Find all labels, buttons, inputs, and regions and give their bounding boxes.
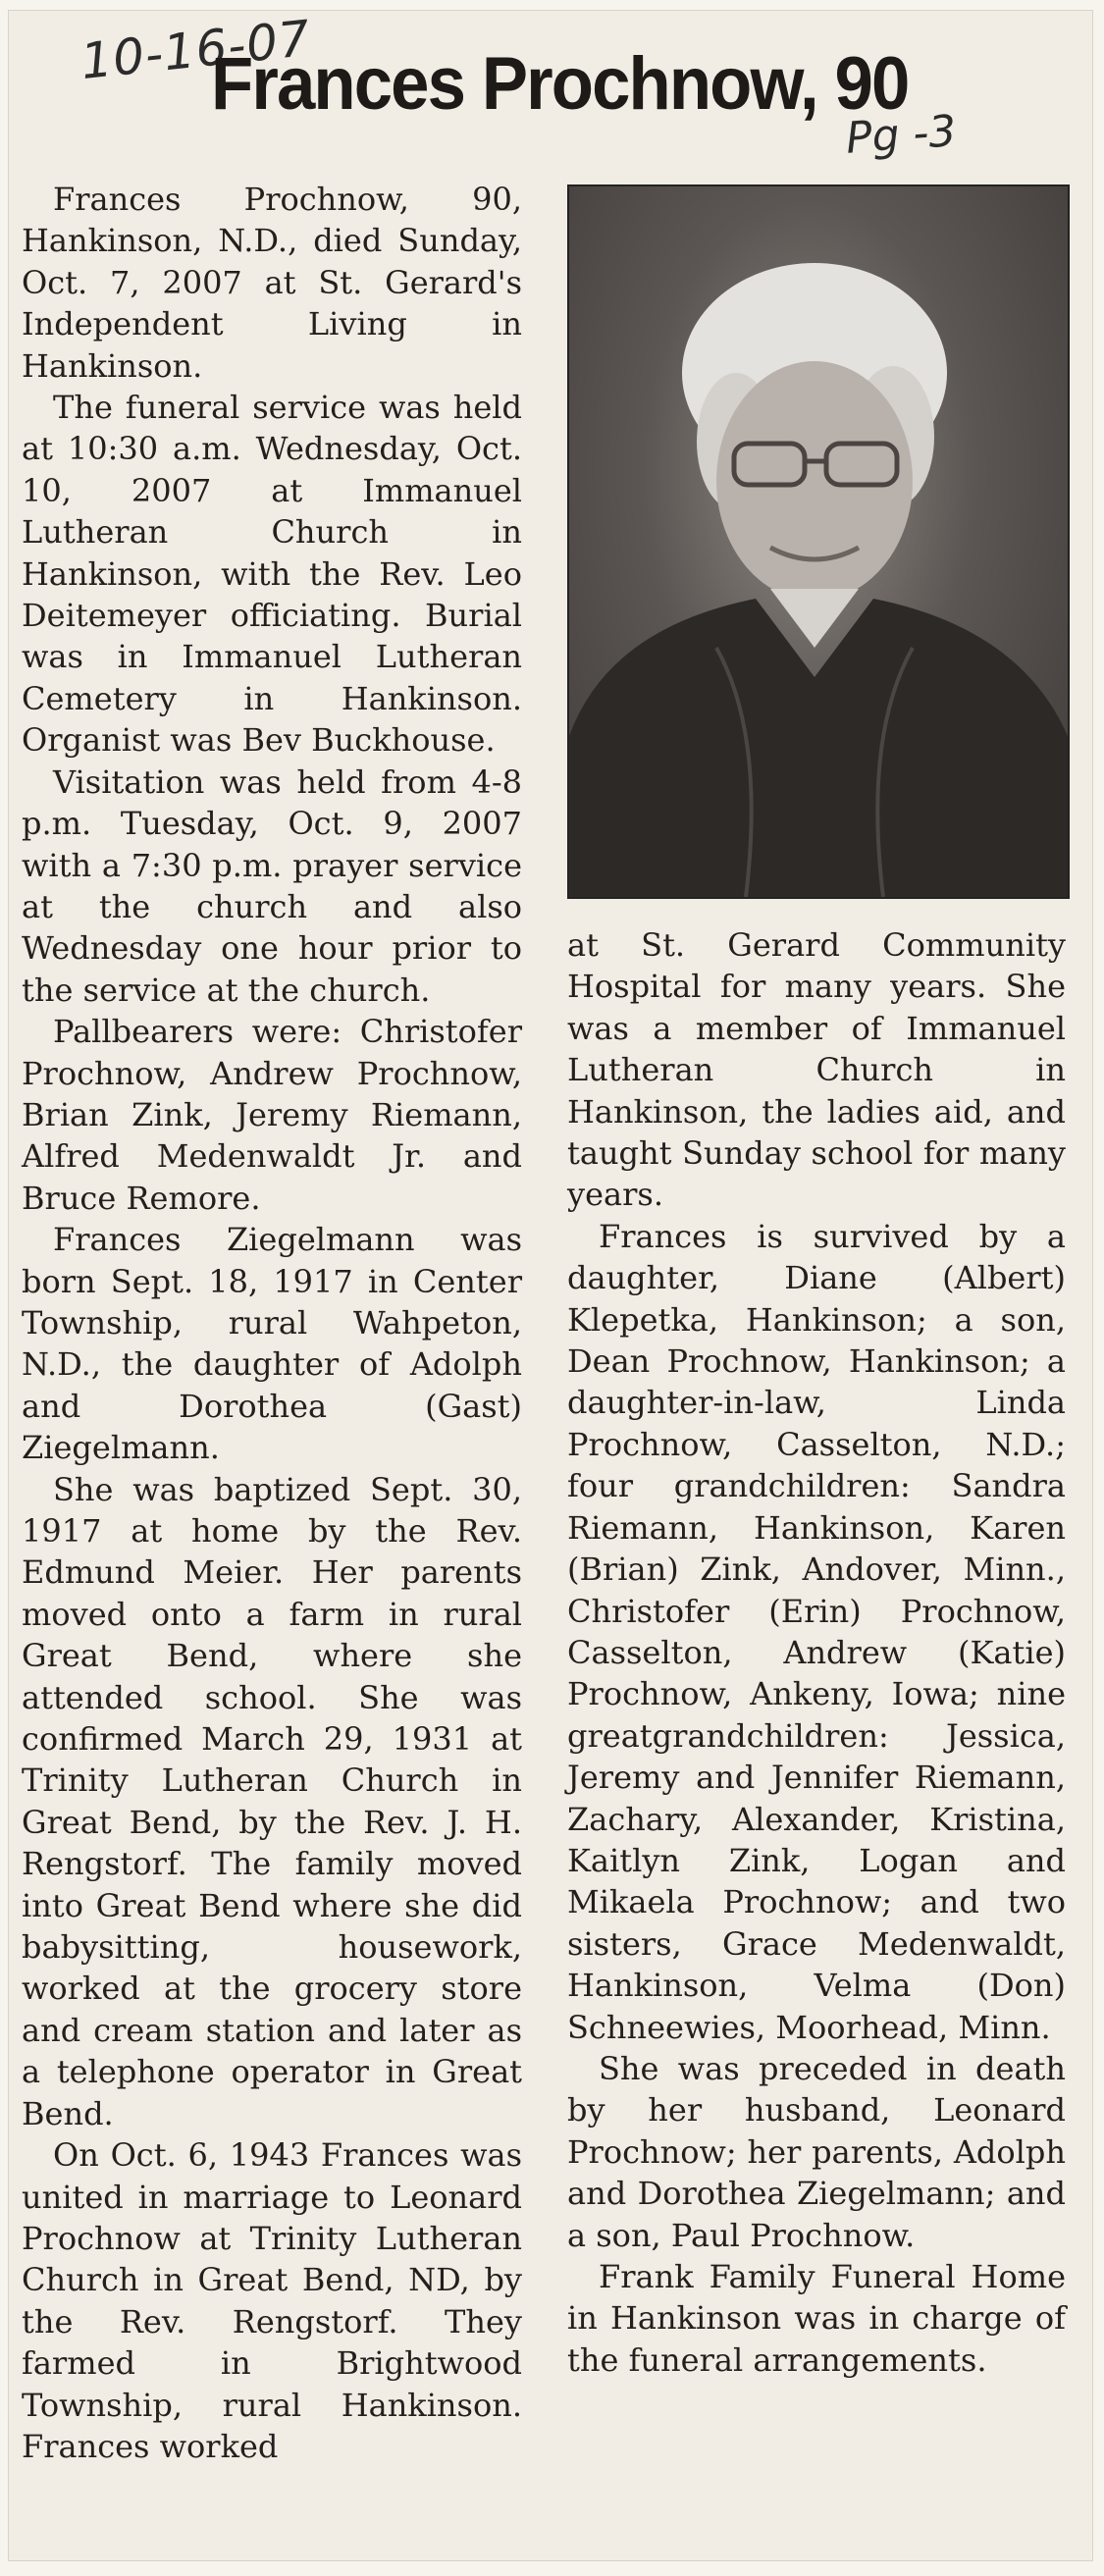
paragraph-visitation: Visitation was held from 4-8 p.m. Tuesday, Oct. 9, 2007 with a 7:30 p.m. prayer service at the church and also Wednesday one hour prior to the service at the church.	[22, 762, 522, 1009]
paragraph-funeral-service: The funeral service was held at 10:30 a.m. Wednesday, Oct. 10, 2007 at Immanuel Lutheran Church in Hankinson, with the Rev. Leo Deitemeyer officiating. Burial was in Immanuel Lutheran Cemetery in Hankinson. Organist was Bev Buckhouse.	[22, 389, 522, 760]
obituary-headline: Frances Prochnow, 90	[211, 42, 909, 126]
handwritten-page-note: Pg -3	[844, 106, 958, 164]
paragraph-career: at St. Gerard Community Hospital for many years. She was a member of Immanuel Lutheran Church in Hankinson, the ladies aid, and taught Sunday school for many years.	[567, 926, 1066, 1214]
paragraph-pallbearers: Pallbearers were: Christofer Prochnow, Andrew Prochnow, Brian Zink, Jeremy Riemann, Alfred Medenwaldt Jr. and Bruce Remore.	[22, 1013, 522, 1217]
paragraph-marriage: On Oct. 6, 1943 Frances was united in marriage to Leonard Prochnow at Trinity Lutheran Church in Great Bend, ND, by the Rev. Rengstorf. They farmed in Brightwood Township, rural Hankinson. Frances worked	[22, 2136, 522, 2465]
paragraph-preceded: She was preceded in death by her husband, Leonard Prochnow; her parents, Adolph and Dorothea Ziegelmann; and a son, Paul Prochnow.	[567, 2049, 1066, 2254]
paragraph-death-notice: Frances Prochnow, 90, Hankinson, N.D., died Sunday, Oct. 7, 2007 at St. Gerard's Independent Living in Hankinson.	[22, 181, 522, 385]
paragraph-arrangements: Frank Family Funeral Home in Hankinson was in charge of the funeral arrangements.	[567, 2258, 1066, 2379]
handwritten-date-note: 10-16-07	[78, 9, 314, 91]
left-text-column	[22, 179, 522, 2467]
paragraph-survivors: Frances is survived by a daughter, Diane (Albert) Klepetka, Hankinson; a son, Dean Prochnow, Hankinson; a daughter-in-law, Linda Prochnow, Casselton, N.D.; four grandchildren: Sandra Riemann, Hankinson, Karen (Brian) Zink, Andover, Minn., Christofer (Erin) Prochnow, Casselton, Andrew (Katie) Prochnow, Ankeny, Iowa; nine greatgrandchildren: Jessica, Jeremy and Jennifer Riemann, Zachary, Alexander, Kristina, Kaitlyn Zink, Logan and Mikaela Prochnow; and two sisters, Grace Medenwaldt, Hankinson, Velma (Don) Schneewies, Moorhead, Minn.	[567, 1217, 1066, 2046]
portrait-photo	[567, 184, 1070, 899]
paragraph-birth: Frances Ziegelmann was born Sept. 18, 1917 in Center Township, rural Wahpeton, N.D., the daughter of Adolph and Dorothea (Gast) Ziegelmann.	[22, 1221, 522, 1467]
paragraph-early-life: She was baptized Sept. 30, 1917 at home by the Rev. Edmund Meier. Her parents moved onto a farm in rural Great Bend, where she attended school. She was confirmed March 29, 1931 at Trinity Lutheran Church in Great Bend, by the Rev. J. H. Rengstorf. The family moved into Great Bend where she did babysitting, housework, worked at the grocery store and cream station and later as a telephone operator in Great Bend.	[22, 1470, 522, 2132]
right-text-column	[567, 924, 1066, 2381]
